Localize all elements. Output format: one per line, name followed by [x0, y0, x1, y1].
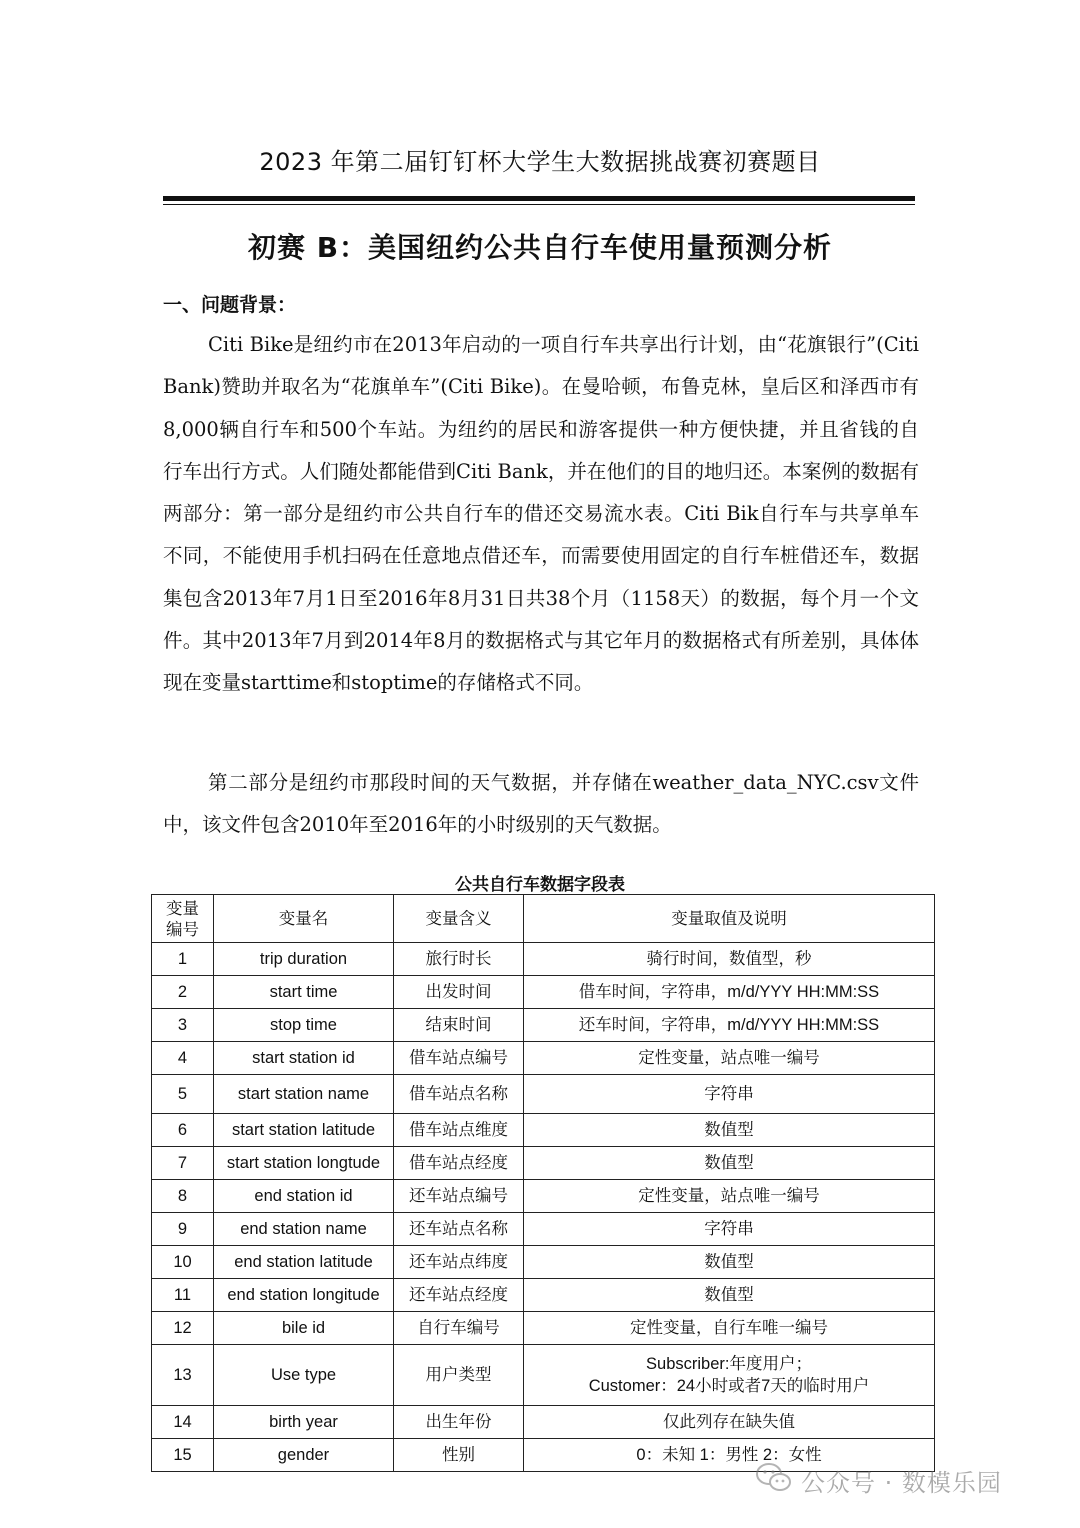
cell-meaning: 借车站点编号: [394, 1042, 524, 1075]
watermark-text: 公众号 · 数模乐园: [801, 1468, 1002, 1497]
table-row: [152, 1042, 935, 1075]
table-row: [152, 1009, 935, 1042]
cell-name: stop time: [214, 1009, 394, 1042]
header-meaning: 变量含义: [394, 895, 524, 943]
cell-meaning: 自行车编号: [394, 1312, 524, 1345]
cell-num: 14: [152, 1406, 214, 1439]
cell-meaning: 还车站点经度: [394, 1279, 524, 1312]
cell-name: start station name: [214, 1075, 394, 1114]
cell-num: 15: [152, 1439, 214, 1472]
cell-desc: 还车时间，字符串，m/d/YYY HH:MM:SS: [524, 1009, 935, 1042]
field-table: [151, 894, 935, 1472]
watermark: [755, 1460, 1002, 1500]
cell-desc-line1: Subscriber:年度用户；: [646, 1355, 812, 1373]
cell-desc: 字符串: [524, 1075, 935, 1114]
cell-name: end station name: [214, 1213, 394, 1246]
cell-meaning: 出发时间: [394, 976, 524, 1009]
cell-num: 2: [152, 976, 214, 1009]
header-rule-thin: [163, 204, 915, 205]
table-row: [152, 1213, 935, 1246]
cell-num: 13: [152, 1345, 214, 1406]
cell-name: end station longitude: [214, 1279, 394, 1312]
cell-name: end station latitude: [214, 1246, 394, 1279]
wechat-icon: [755, 1462, 793, 1498]
table-caption: 公共自行车数据字段表: [455, 875, 625, 895]
header-number-line2: 编号: [166, 919, 199, 939]
cell-name: start station latitude: [214, 1114, 394, 1147]
cell-meaning: 借车站点维度: [394, 1114, 524, 1147]
header-rule-thick: [163, 196, 915, 201]
paragraph-background-1: Citi Bike是纽约市在2013年启动的一项自行车共享出行计划，由“花旗银行”(Citi Bank)赞助并取名为“花旗单车”(Citi Bike)。在曼哈顿，布鲁克林，皇后区和泽西市有8,000辆自行车和500个车站。为纽约的居民和游客提供一种方便快捷，并且省钱的自行车出行方式。人们随处都能借到Citi Bank，并在他们的目的地归还。本案例的数据有两部分：第一部分是纽约市公共自行车的借还交易流水表。Citi Bik自行车与共享单车不同，不能使用手机扫码在任意地点借还车，而需要使用固定的自行车桩借还车，数据集包含2013年7月1日至2016年8月31日共38个月（1158天）的数据，每个月一个文件。其中2013年7月到2014年8月的数据格式与其它年月的数据格式有所差别，具体体现在变量starttime和stoptime的存储格式不同。: [163, 333, 919, 695]
table-row: [152, 1246, 935, 1279]
section-heading-background: 一、问题背景：: [163, 294, 297, 316]
cell-desc: 数值型: [524, 1246, 935, 1279]
cell-desc: 字符串: [524, 1213, 935, 1246]
header-name: 变量名: [214, 895, 394, 943]
cell-num: 9: [152, 1213, 214, 1246]
cell-meaning: 出生年份: [394, 1406, 524, 1439]
cell-name: birth year: [214, 1406, 394, 1439]
cell-num: 6: [152, 1114, 214, 1147]
cell-desc: 定性变量，站点唯一编号: [524, 1180, 935, 1213]
table-row: [152, 1180, 935, 1213]
cell-num: 8: [152, 1180, 214, 1213]
cell-desc: 借车时间，字符串，m/d/YYY HH:MM:SS: [524, 976, 935, 1009]
document-header-title: 2023 年第二届钉钉杯大学生大数据挑战赛初赛题目: [259, 148, 821, 176]
table-row: [152, 1312, 935, 1345]
table-row: [152, 1345, 935, 1406]
cell-num: 5: [152, 1075, 214, 1114]
header-number: [152, 895, 214, 943]
cell-desc: [524, 1345, 935, 1406]
cell-desc: 仅此列存在缺失值: [524, 1406, 935, 1439]
table-row: [152, 1114, 935, 1147]
header-desc: 变量取值及说明: [524, 895, 935, 943]
cell-meaning: 借车站点经度: [394, 1147, 524, 1180]
cell-num: 12: [152, 1312, 214, 1345]
cell-meaning: 旅行时长: [394, 943, 524, 976]
cell-desc: 0：未知 1：男性 2：女性: [524, 1439, 935, 1472]
cell-meaning: 用户类型: [394, 1345, 524, 1406]
problem-title: 初赛 B：美国纽约公共自行车使用量预测分析: [247, 231, 833, 264]
cell-desc: 定性变量，自行车唯一编号: [524, 1312, 935, 1345]
cell-name: start station id: [214, 1042, 394, 1075]
table-row: [152, 1406, 935, 1439]
cell-meaning: 性别: [394, 1439, 524, 1472]
table-row: [152, 1147, 935, 1180]
table-row: [152, 1279, 935, 1312]
cell-name: end station id: [214, 1180, 394, 1213]
cell-num: 1: [152, 943, 214, 976]
cell-meaning: 还车站点编号: [394, 1180, 524, 1213]
cell-name: gender: [214, 1439, 394, 1472]
cell-desc: 定性变量，站点唯一编号: [524, 1042, 935, 1075]
table-header-row: [152, 895, 935, 943]
cell-name: start station longtude: [214, 1147, 394, 1180]
cell-name: trip duration: [214, 943, 394, 976]
cell-desc-line2: Customer：24小时或者7天的临时用户: [588, 1377, 870, 1395]
cell-num: 3: [152, 1009, 214, 1042]
cell-num: 4: [152, 1042, 214, 1075]
cell-desc: 骑行时间，数值型，秒: [524, 943, 935, 976]
cell-desc: 数值型: [524, 1114, 935, 1147]
cell-name: start time: [214, 976, 394, 1009]
cell-num: 10: [152, 1246, 214, 1279]
table-row: [152, 1075, 935, 1114]
cell-num: 11: [152, 1279, 214, 1312]
table-row: [152, 943, 935, 976]
cell-desc: 数值型: [524, 1279, 935, 1312]
cell-meaning: 结束时间: [394, 1009, 524, 1042]
cell-name: bile id: [214, 1312, 394, 1345]
cell-meaning: 借车站点名称: [394, 1075, 524, 1114]
cell-desc: 数值型: [524, 1147, 935, 1180]
cell-meaning: 还车站点纬度: [394, 1246, 524, 1279]
cell-name: Use type: [214, 1345, 394, 1406]
table-row: [152, 976, 935, 1009]
paragraph-background-2: 第二部分是纽约市那段时间的天气数据，并存储在weather_data_NYC.csv文件中，该文件包含2010年至2016年的小时级别的天气数据。: [163, 771, 919, 837]
cell-meaning: 还车站点名称: [394, 1213, 524, 1246]
header-number-line1: 变量: [166, 898, 199, 918]
cell-num: 7: [152, 1147, 214, 1180]
